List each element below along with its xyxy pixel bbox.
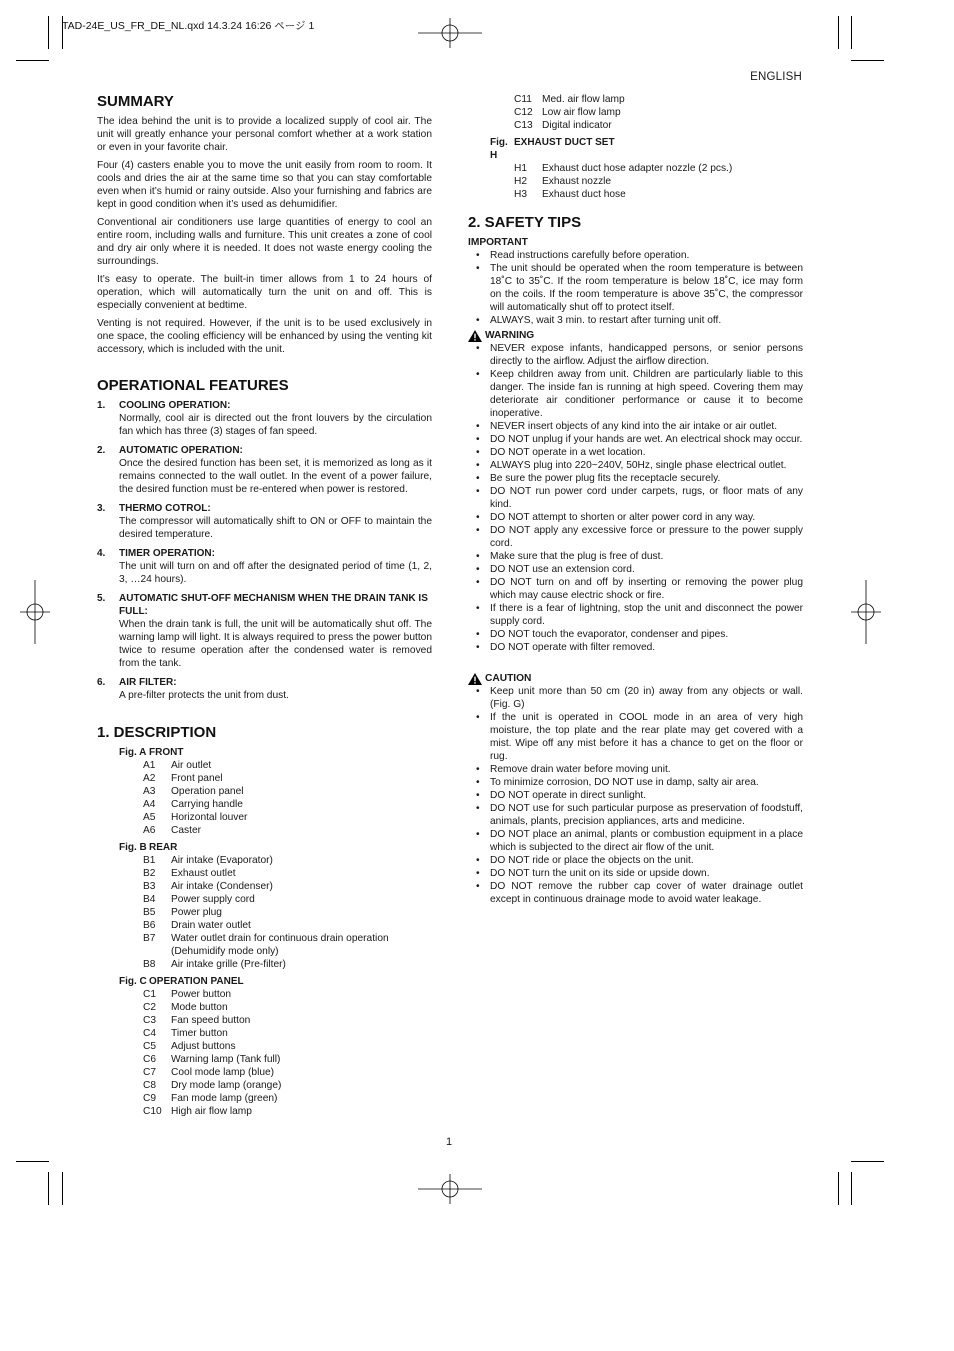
list-item-text: DO NOT turn on and off by inserting or removing the power plug which may cause electric shock or fire. [490, 577, 803, 601]
part-row [97, 988, 432, 1001]
list-item-text: DO NOT use an extension cord. [490, 564, 635, 575]
file-info: TAD-24E_US_FR_DE_NL.qxd 14.3.24 16:26 ページ 1 [62, 20, 315, 32]
summary-paragraph: Four (4) casters enable you to move the unit easily from room to room. It cools and dries the air at the same time so that you can stay comfortable even when it’s humid or rainy outside. Also your furnishing and fabrics are kept in good condition when it’s used as dehumidifier. [97, 160, 432, 210]
bullet-icon: • [476, 881, 480, 892]
part-code: C13 [514, 120, 533, 131]
part-row [97, 1027, 432, 1040]
list-item-text: DO NOT remove the rubber cap cover of water drainage outlet except in continuous drainage mode to avoid water leakage. [490, 881, 803, 905]
important-list [468, 249, 803, 327]
list-item-text: DO NOT touch the evaporator, condenser and pipes. [490, 629, 729, 640]
list-item-text: The unit should be operated when the room temperature is between 18˚C to 35˚C. If the room temperature is below 18˚C, ice may form on the coils. If the room temperature is above 35˚C, the compressor will automatically shut off to protect itself. [490, 263, 803, 313]
bullet-icon: • [476, 855, 480, 866]
list-item [468, 641, 803, 654]
part-row [468, 106, 803, 119]
feature-number: 2. [97, 445, 106, 456]
feature-title: THERMO COTROL: [119, 503, 211, 514]
part-code: H1 [514, 163, 528, 174]
part-row [97, 893, 432, 906]
list-item-text: DO NOT run power cord under carpets, rugs, or floor mats of any kind. [490, 486, 803, 510]
bullet-icon: • [476, 486, 480, 497]
bullet-icon: • [476, 525, 480, 536]
list-item-text: To minimize corrosion, DO NOT use in damp, salty air area. [490, 777, 759, 788]
list-item [468, 550, 803, 563]
caution-list [468, 685, 803, 906]
registration-mark-left [20, 580, 50, 644]
bullet-icon: • [476, 250, 480, 261]
part-row [97, 1105, 432, 1118]
list-item-text: ALWAYS, wait 3 min. to restart after turning unit off. [490, 315, 722, 326]
bullet-icon: • [476, 512, 480, 523]
feature-text: Once the desired function has been set, it is memorized as long as it remains connected to the wall outlet. In the event of a power failure, the desired function must be re-entered when power is restored. [119, 458, 432, 495]
list-item-text: DO NOT ride or place the objects on the unit. [490, 855, 694, 866]
list-item [468, 880, 803, 906]
part-code: B6 [143, 920, 156, 931]
list-item-text: DO NOT operate in direct sunlight. [490, 790, 647, 801]
figure-block [97, 975, 432, 1118]
part-code: H3 [514, 189, 528, 200]
feature-number: 6. [97, 677, 106, 688]
feature-title-row [97, 592, 432, 618]
summary-paragraph: The idea behind the unit is to provide a localized supply of cool air. The unit will greatly enhance your personal comfort whether at a work station or even in your favorite chair. [97, 116, 432, 153]
part-name: Low air flow lamp [542, 107, 621, 118]
part-row [468, 119, 803, 132]
bullet-icon: • [476, 686, 480, 697]
list-item [468, 485, 803, 511]
part-name: Timer button [171, 1028, 228, 1039]
list-item [468, 511, 803, 524]
part-name: Mode button [171, 1002, 228, 1013]
list-item [468, 446, 803, 459]
part-code: B7 [143, 933, 156, 944]
part-row [97, 1001, 432, 1014]
feature-text: Normally, cool air is directed out the front louvers by the circulation fan which has three (3) stages of fan speed. [119, 413, 432, 437]
figure-block [97, 841, 432, 971]
bullet-icon: • [476, 343, 480, 354]
list-item-text: Keep children away from unit. Children are particularly liable to this danger. The inside fan is running at high speed. Covering them may deteriorate air conditioner performance or cause it to become inoperative. [490, 369, 803, 419]
part-code: C4 [143, 1028, 157, 1039]
part-row [97, 759, 432, 772]
list-item [468, 459, 803, 472]
part-name: Air intake (Evaporator) [171, 855, 273, 866]
part-name: Caster [171, 825, 202, 836]
list-item [468, 524, 803, 550]
part-name: Carrying handle [171, 799, 243, 810]
bullet-icon: • [476, 263, 480, 274]
part-name: Exhaust outlet [171, 868, 236, 879]
part-name: Dry mode lamp (orange) [171, 1080, 282, 1091]
part-row [97, 1066, 432, 1079]
part-row [97, 906, 432, 919]
part-name: Horizontal louver [171, 812, 248, 823]
part-row [97, 867, 432, 880]
description-title: 1. DESCRIPTION [97, 724, 217, 741]
feature-number: 3. [97, 503, 106, 514]
summary-paragraph: Conventional air conditioners use large quantities of energy to cool an entire room, including walls and furniture. This unit creates a zone of cool and dry air only where it is needed. It does not waste energy cooling the surroundings. [97, 217, 432, 267]
part-name: Fan speed button [171, 1015, 251, 1026]
bullet-icon: • [476, 803, 480, 814]
part-code: B2 [143, 868, 156, 879]
bullet-icon: • [476, 460, 480, 471]
list-item [468, 433, 803, 446]
list-item [468, 314, 803, 327]
feature-title: AIR FILTER: [119, 677, 177, 688]
part-name: Med. air flow lamp [542, 94, 625, 105]
feature-number: 1. [97, 400, 106, 411]
list-item [468, 342, 803, 368]
figure-name: REAR [149, 842, 178, 853]
part-code: A6 [143, 825, 156, 836]
bullet-icon: • [476, 447, 480, 458]
feature-title: TIMER OPERATION: [119, 548, 215, 559]
part-name: Adjust buttons [171, 1041, 236, 1052]
bullet-icon: • [476, 577, 480, 588]
right-column [468, 93, 803, 906]
part-row [97, 1079, 432, 1092]
bullet-icon: • [476, 790, 480, 801]
part-row [97, 919, 432, 932]
part-code: B5 [143, 907, 156, 918]
summary-paragraph: It’s easy to operate. The built-in timer allows from 1 to 24 hours of operation, which will automatically turn the unit on and off. This is especially convenient at bedtime. [97, 274, 432, 311]
figure-label: Fig. H [490, 137, 508, 161]
part-name: High air flow lamp [171, 1106, 252, 1117]
list-item [468, 472, 803, 485]
feature-title-row [97, 399, 432, 412]
list-item-text: DO NOT turn the unit on its side or upside down. [490, 868, 710, 879]
part-row [468, 93, 803, 106]
part-name: Exhaust duct hose [542, 189, 626, 200]
language-label: ENGLISH [750, 71, 802, 83]
part-name: Power plug [171, 907, 222, 918]
list-item [468, 828, 803, 854]
part-code: C7 [143, 1067, 157, 1078]
list-item [468, 789, 803, 802]
figure-heading [97, 975, 432, 988]
caution-heading [468, 672, 803, 685]
list-item [468, 854, 803, 867]
part-row [97, 880, 432, 893]
list-item-text: DO NOT apply any excessive force or pressure to the power supply cord. [490, 525, 803, 549]
part-row [468, 188, 803, 201]
part-row [97, 811, 432, 824]
part-name: Air intake (Condenser) [171, 881, 273, 892]
features-title: OPERATIONAL FEATURES [97, 377, 289, 394]
part-name: Digital indicator [542, 120, 612, 131]
bullet-icon: • [476, 551, 480, 562]
fig-c-continued [468, 93, 803, 132]
list-item [468, 802, 803, 828]
list-item-text: If there is a fear of lightning, stop the unit and disconnect the power supply cord. [490, 603, 803, 627]
part-name: Front panel [171, 773, 223, 784]
part-code: C5 [143, 1041, 157, 1052]
registration-mark-right [851, 580, 881, 644]
figure-heading [97, 746, 432, 759]
feature-title-row [97, 547, 432, 560]
warning-title: WARNING [485, 330, 535, 341]
feature-title: AUTOMATIC OPERATION: [119, 445, 243, 456]
warning-icon [468, 330, 482, 342]
part-code: C11 [514, 94, 532, 105]
list-item-text: Be sure the power plug fits the receptacle securely. [490, 473, 721, 484]
part-row [97, 785, 432, 798]
list-item-text: DO NOT place an animal, plants or combustion equipment in a place which is subjected to the direct air flow of the unit. [490, 829, 803, 853]
list-item [468, 776, 803, 789]
caution-title: CAUTION [485, 673, 532, 684]
list-item [468, 420, 803, 433]
part-code: A3 [143, 786, 156, 797]
safety-title: 2. SAFETY TIPS [468, 214, 582, 231]
feature-title-row [97, 502, 432, 515]
part-code: A2 [143, 773, 156, 784]
list-item-text: DO NOT operate in a wet location. [490, 447, 646, 458]
important-heading: IMPORTANT [468, 237, 528, 248]
figure-heading [97, 841, 432, 854]
part-name: Air outlet [171, 760, 212, 771]
part-row [97, 1092, 432, 1105]
part-row [97, 1040, 432, 1053]
part-code: C12 [514, 107, 533, 118]
warning-heading [468, 329, 803, 342]
part-name: Drain water outlet [171, 920, 251, 931]
part-code: C3 [143, 1015, 157, 1026]
list-item [468, 368, 803, 420]
bullet-icon: • [476, 473, 480, 484]
list-item [468, 563, 803, 576]
part-name: Fan mode lamp (green) [171, 1093, 278, 1104]
part-row [97, 854, 432, 867]
figure-label: Fig. A [119, 747, 147, 758]
summary-section [97, 93, 432, 356]
feature-number: 5. [97, 593, 106, 604]
bullet-icon: • [476, 868, 480, 879]
bullet-icon: • [476, 421, 480, 432]
left-column [97, 93, 432, 1122]
list-item [468, 711, 803, 763]
list-item-text: DO NOT attempt to shorten or alter power cord in any way. [490, 512, 756, 523]
part-code: C2 [143, 1002, 157, 1013]
part-code: H2 [514, 176, 528, 187]
part-code: C8 [143, 1080, 157, 1091]
bullet-icon: • [476, 712, 480, 723]
list-item-text: If the unit is operated in COOL mode in an area of very high moisture, the top plate and the rear plate may get covered with a mist. Wipe off any mist before it has a chance to get on the floor or rug. [490, 712, 803, 762]
part-name: Water outlet drain for continuous drain operation (Dehumidify mode only) [171, 933, 389, 957]
part-code: A1 [143, 760, 156, 771]
list-item [468, 763, 803, 776]
page-number: 1 [446, 1136, 453, 1148]
list-item-text: Remove drain water before moving unit. [490, 764, 671, 775]
fig-h [468, 136, 803, 201]
part-name: Power button [171, 989, 232, 1000]
bullet-icon: • [476, 642, 480, 653]
feature-text: When the drain tank is full, the unit will be automatically shut off. The warning lamp will light. It is always required to press the power button twice to resume operation after the condensed water is removed from the tank. [119, 619, 432, 669]
feature-title: COOLING OPERATION: [119, 400, 231, 411]
list-item-text: NEVER insert objects of any kind into the air intake or air outlet. [490, 421, 778, 432]
part-row [97, 772, 432, 785]
list-item-text: ALWAYS plug into 220~240V, 50Hz, single phase electrical outlet. [490, 460, 787, 471]
part-code: B1 [143, 855, 156, 866]
list-item-text: NEVER expose infants, handicapped persons, or senior persons directly to the airflow. Adjust the airflow direction. [490, 343, 803, 367]
feature-text: The unit will turn on and off after the designated period of time (1, 2, 3, …24 hours). [119, 561, 432, 585]
part-code: B8 [143, 959, 156, 970]
figure-name: OPERATION PANEL [149, 976, 244, 987]
part-row [468, 162, 803, 175]
list-item [468, 628, 803, 641]
figure-block [97, 746, 432, 837]
bullet-icon: • [476, 777, 480, 788]
bullet-icon: • [476, 315, 480, 326]
feature-item [97, 399, 432, 438]
part-code: B4 [143, 894, 156, 905]
feature-item [97, 444, 432, 496]
part-name: Operation panel [171, 786, 244, 797]
figure-name: EXHAUST DUCT SET [514, 137, 615, 148]
summary-paragraph: Venting is not required. However, if the unit is to be used exclusively in one space, the cooling efficiency will be enhanced by using the venting kit accessory, which is included with the unit. [97, 318, 432, 355]
feature-title-row [97, 676, 432, 689]
part-row [97, 824, 432, 837]
figure-heading [468, 136, 803, 162]
figure-label: Fig. B [119, 842, 147, 853]
part-row [97, 798, 432, 811]
description-section [97, 724, 432, 1118]
list-item-text: Keep unit more than 50 cm (20 in) away from any objects or wall. (Fig. G) [490, 686, 803, 710]
part-code: C6 [143, 1054, 157, 1065]
figure-label: Fig. C [119, 976, 147, 987]
part-name: Cool mode lamp (blue) [171, 1067, 275, 1078]
registration-mark-bottom [418, 1174, 482, 1204]
part-row [97, 1053, 432, 1066]
feature-number: 4. [97, 548, 106, 559]
part-row [468, 175, 803, 188]
bullet-icon: • [476, 564, 480, 575]
summary-title: SUMMARY [97, 93, 174, 110]
feature-item [97, 547, 432, 586]
registration-mark-top [418, 18, 482, 48]
list-item [468, 249, 803, 262]
caution-icon [468, 673, 482, 685]
feature-text: A pre-filter protects the unit from dust. [119, 690, 289, 701]
list-item-text: Read instructions carefully before operation. [490, 250, 690, 261]
warning-list [468, 342, 803, 654]
bullet-icon: • [476, 603, 480, 614]
bullet-icon: • [476, 434, 480, 445]
part-code: A4 [143, 799, 156, 810]
part-name: Air intake grille (Pre-filter) [171, 959, 286, 970]
part-row [97, 932, 432, 958]
part-code: A5 [143, 812, 156, 823]
list-item-text: DO NOT operate with filter removed. [490, 642, 656, 653]
feature-item [97, 592, 432, 670]
part-row [97, 1014, 432, 1027]
list-item-text: DO NOT unplug if your hands are wet. An electrical shock may occur. [490, 434, 803, 445]
list-item-text: Make sure that the plug is free of dust. [490, 551, 664, 562]
part-name: Exhaust nozzle [542, 176, 612, 187]
feature-item [97, 502, 432, 541]
part-code: C9 [143, 1093, 157, 1104]
part-code: C10 [143, 1106, 162, 1117]
feature-title: AUTOMATIC SHUT-OFF MECHANISM WHEN THE DRAIN TANK IS FULL: [119, 593, 428, 617]
list-item [468, 685, 803, 711]
bullet-icon: • [476, 369, 480, 380]
bullet-icon: • [476, 829, 480, 840]
part-name: Exhaust duct hose adapter nozzle (2 pcs.) [542, 163, 733, 174]
features-section [97, 377, 432, 702]
feature-item [97, 676, 432, 702]
part-code: B3 [143, 881, 156, 892]
list-item-text: DO NOT use for such particular purpose as preservation of foodstuff, animals, plants, precision appliances, arts and medicine. [490, 803, 803, 827]
list-item [468, 262, 803, 314]
figure-name: FRONT [149, 747, 184, 758]
bullet-icon: • [476, 764, 480, 775]
list-item [468, 576, 803, 602]
feature-text: The compressor will automatically shift to ON or OFF to maintain the desired temperature. [119, 516, 432, 540]
part-row [97, 958, 432, 971]
part-name: Warning lamp (Tank full) [171, 1054, 281, 1065]
list-item [468, 602, 803, 628]
bullet-icon: • [476, 629, 480, 640]
list-item [468, 867, 803, 880]
safety-section [468, 214, 803, 906]
feature-title-row [97, 444, 432, 457]
part-name: Power supply cord [171, 894, 255, 905]
part-code: C1 [143, 989, 157, 1000]
